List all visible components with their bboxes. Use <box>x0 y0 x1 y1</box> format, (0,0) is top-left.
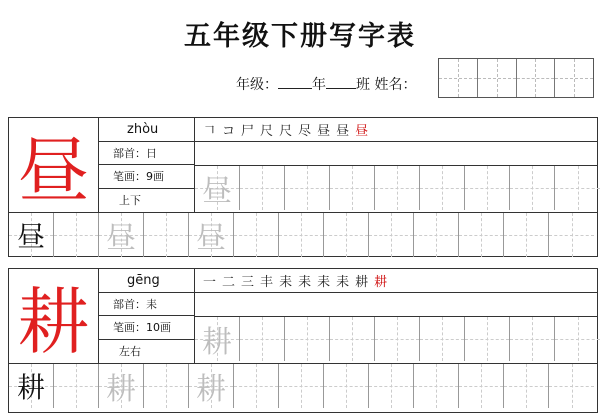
name-cell[interactable] <box>478 59 517 97</box>
practice-cell[interactable] <box>459 213 504 257</box>
practice-cell[interactable] <box>285 317 330 361</box>
char-meta <box>99 118 195 212</box>
practice-cell[interactable] <box>285 166 330 210</box>
practice-cell[interactable] <box>330 166 375 210</box>
trace-cell[interactable]: 耕 <box>189 364 234 408</box>
name-cell[interactable] <box>439 59 478 97</box>
practice-cell[interactable] <box>504 364 549 408</box>
stroke-step: 耕 <box>374 274 388 290</box>
stroke-step: 昼 <box>317 123 331 139</box>
practice-cell[interactable] <box>549 213 594 257</box>
practice-cell[interactable] <box>279 213 324 257</box>
stroke-step: 尺 <box>279 123 293 139</box>
practice-cell[interactable] <box>420 317 465 361</box>
stroke-step: 耕 <box>355 274 369 290</box>
practice-cell[interactable] <box>459 364 504 408</box>
big-char: 昼 <box>9 118 99 212</box>
practice-cell[interactable] <box>369 364 414 408</box>
practice-grid-bottom[interactable] <box>9 213 594 257</box>
trace-cell[interactable]: 耕 <box>195 317 240 361</box>
char-meta <box>99 269 195 363</box>
practice-cell[interactable] <box>555 166 600 210</box>
practice-cell[interactable] <box>465 317 510 361</box>
practice-cell[interactable]: 昼 <box>195 166 240 210</box>
stroke-step: 尸 <box>241 123 255 139</box>
practice-cell[interactable] <box>504 213 549 257</box>
practice-cell[interactable] <box>54 213 99 257</box>
trace-cell[interactable]: 昼 <box>99 213 144 257</box>
practice-cell[interactable] <box>324 364 369 408</box>
stroke-count: 笔画：10画 <box>99 316 194 340</box>
stroke-order <box>195 269 597 293</box>
practice-grid-bottom[interactable] <box>9 364 594 408</box>
model-cell: 昼 <box>9 213 54 257</box>
stroke-step: 二 <box>222 274 236 290</box>
stroke-order <box>195 118 597 142</box>
stroke-step: 昼 <box>336 123 350 139</box>
practice-cell[interactable] <box>144 364 189 408</box>
stroke-count: 笔画：9画 <box>99 165 194 189</box>
stroke-step: 昼 <box>355 123 369 139</box>
class-label: 班 <box>356 77 370 93</box>
radical: 部首：耒 <box>99 293 194 317</box>
pinyin: zhòu <box>99 118 194 142</box>
stroke-step: 三 <box>241 274 255 290</box>
grade-blank[interactable] <box>278 86 312 89</box>
structure: 上下 <box>119 194 141 208</box>
class-blank[interactable] <box>326 86 356 89</box>
structure: 左右 <box>119 345 141 359</box>
practice-cell[interactable] <box>375 166 420 210</box>
big-char: 耕 <box>9 269 99 363</box>
grade-label: 年级： <box>236 77 278 93</box>
practice-cell[interactable] <box>375 317 420 361</box>
trace-cell[interactable]: 昼 <box>189 213 234 257</box>
trace-cell[interactable]: 耕 <box>99 364 144 408</box>
practice-cell[interactable] <box>555 317 600 361</box>
practice-cell[interactable] <box>420 166 465 210</box>
year-label: 年 <box>312 77 326 93</box>
pinyin: gēng <box>99 269 194 293</box>
practice-cell[interactable] <box>414 213 459 257</box>
practice-cell[interactable] <box>144 213 189 257</box>
stroke-step: 耒 <box>336 274 350 290</box>
char-block-zhou <box>8 117 598 257</box>
practice-cell[interactable] <box>414 364 459 408</box>
practice-cell[interactable] <box>510 317 555 361</box>
stroke-step: 尺 <box>260 123 274 139</box>
name-cell[interactable] <box>555 59 593 97</box>
name-label: 姓名： <box>374 77 417 93</box>
practice-cell[interactable] <box>330 317 375 361</box>
practice-cell[interactable] <box>465 166 510 210</box>
char-block-geng <box>8 268 598 413</box>
stroke-step: 丰 <box>260 274 274 290</box>
practice-cell[interactable] <box>279 364 324 408</box>
name-grid[interactable] <box>438 58 594 98</box>
practice-grid-top[interactable] <box>195 166 600 210</box>
stroke-step: 耒 <box>317 274 331 290</box>
stroke-step: コ <box>222 123 236 139</box>
practice-cell[interactable] <box>324 213 369 257</box>
stroke-step: 一 <box>203 274 217 290</box>
practice-cell[interactable] <box>240 166 285 210</box>
practice-cell[interactable] <box>240 317 285 361</box>
stroke-step: 𠃍 <box>203 123 217 139</box>
practice-cell[interactable] <box>234 364 279 408</box>
page-title: 五年级下册写字表 <box>184 21 416 52</box>
practice-cell[interactable] <box>369 213 414 257</box>
practice-cell[interactable] <box>234 213 279 257</box>
name-cell[interactable] <box>517 59 556 97</box>
student-info <box>236 74 416 94</box>
practice-cell[interactable] <box>510 166 555 210</box>
stroke-step: 耒 <box>298 274 312 290</box>
practice-grid-top[interactable] <box>195 317 600 361</box>
stroke-step: 尽 <box>298 123 312 139</box>
stroke-step: 耒 <box>279 274 293 290</box>
radical: 部首：日 <box>99 142 194 166</box>
practice-cell[interactable] <box>549 364 594 408</box>
model-cell: 耕 <box>9 364 54 408</box>
practice-cell[interactable] <box>54 364 99 408</box>
